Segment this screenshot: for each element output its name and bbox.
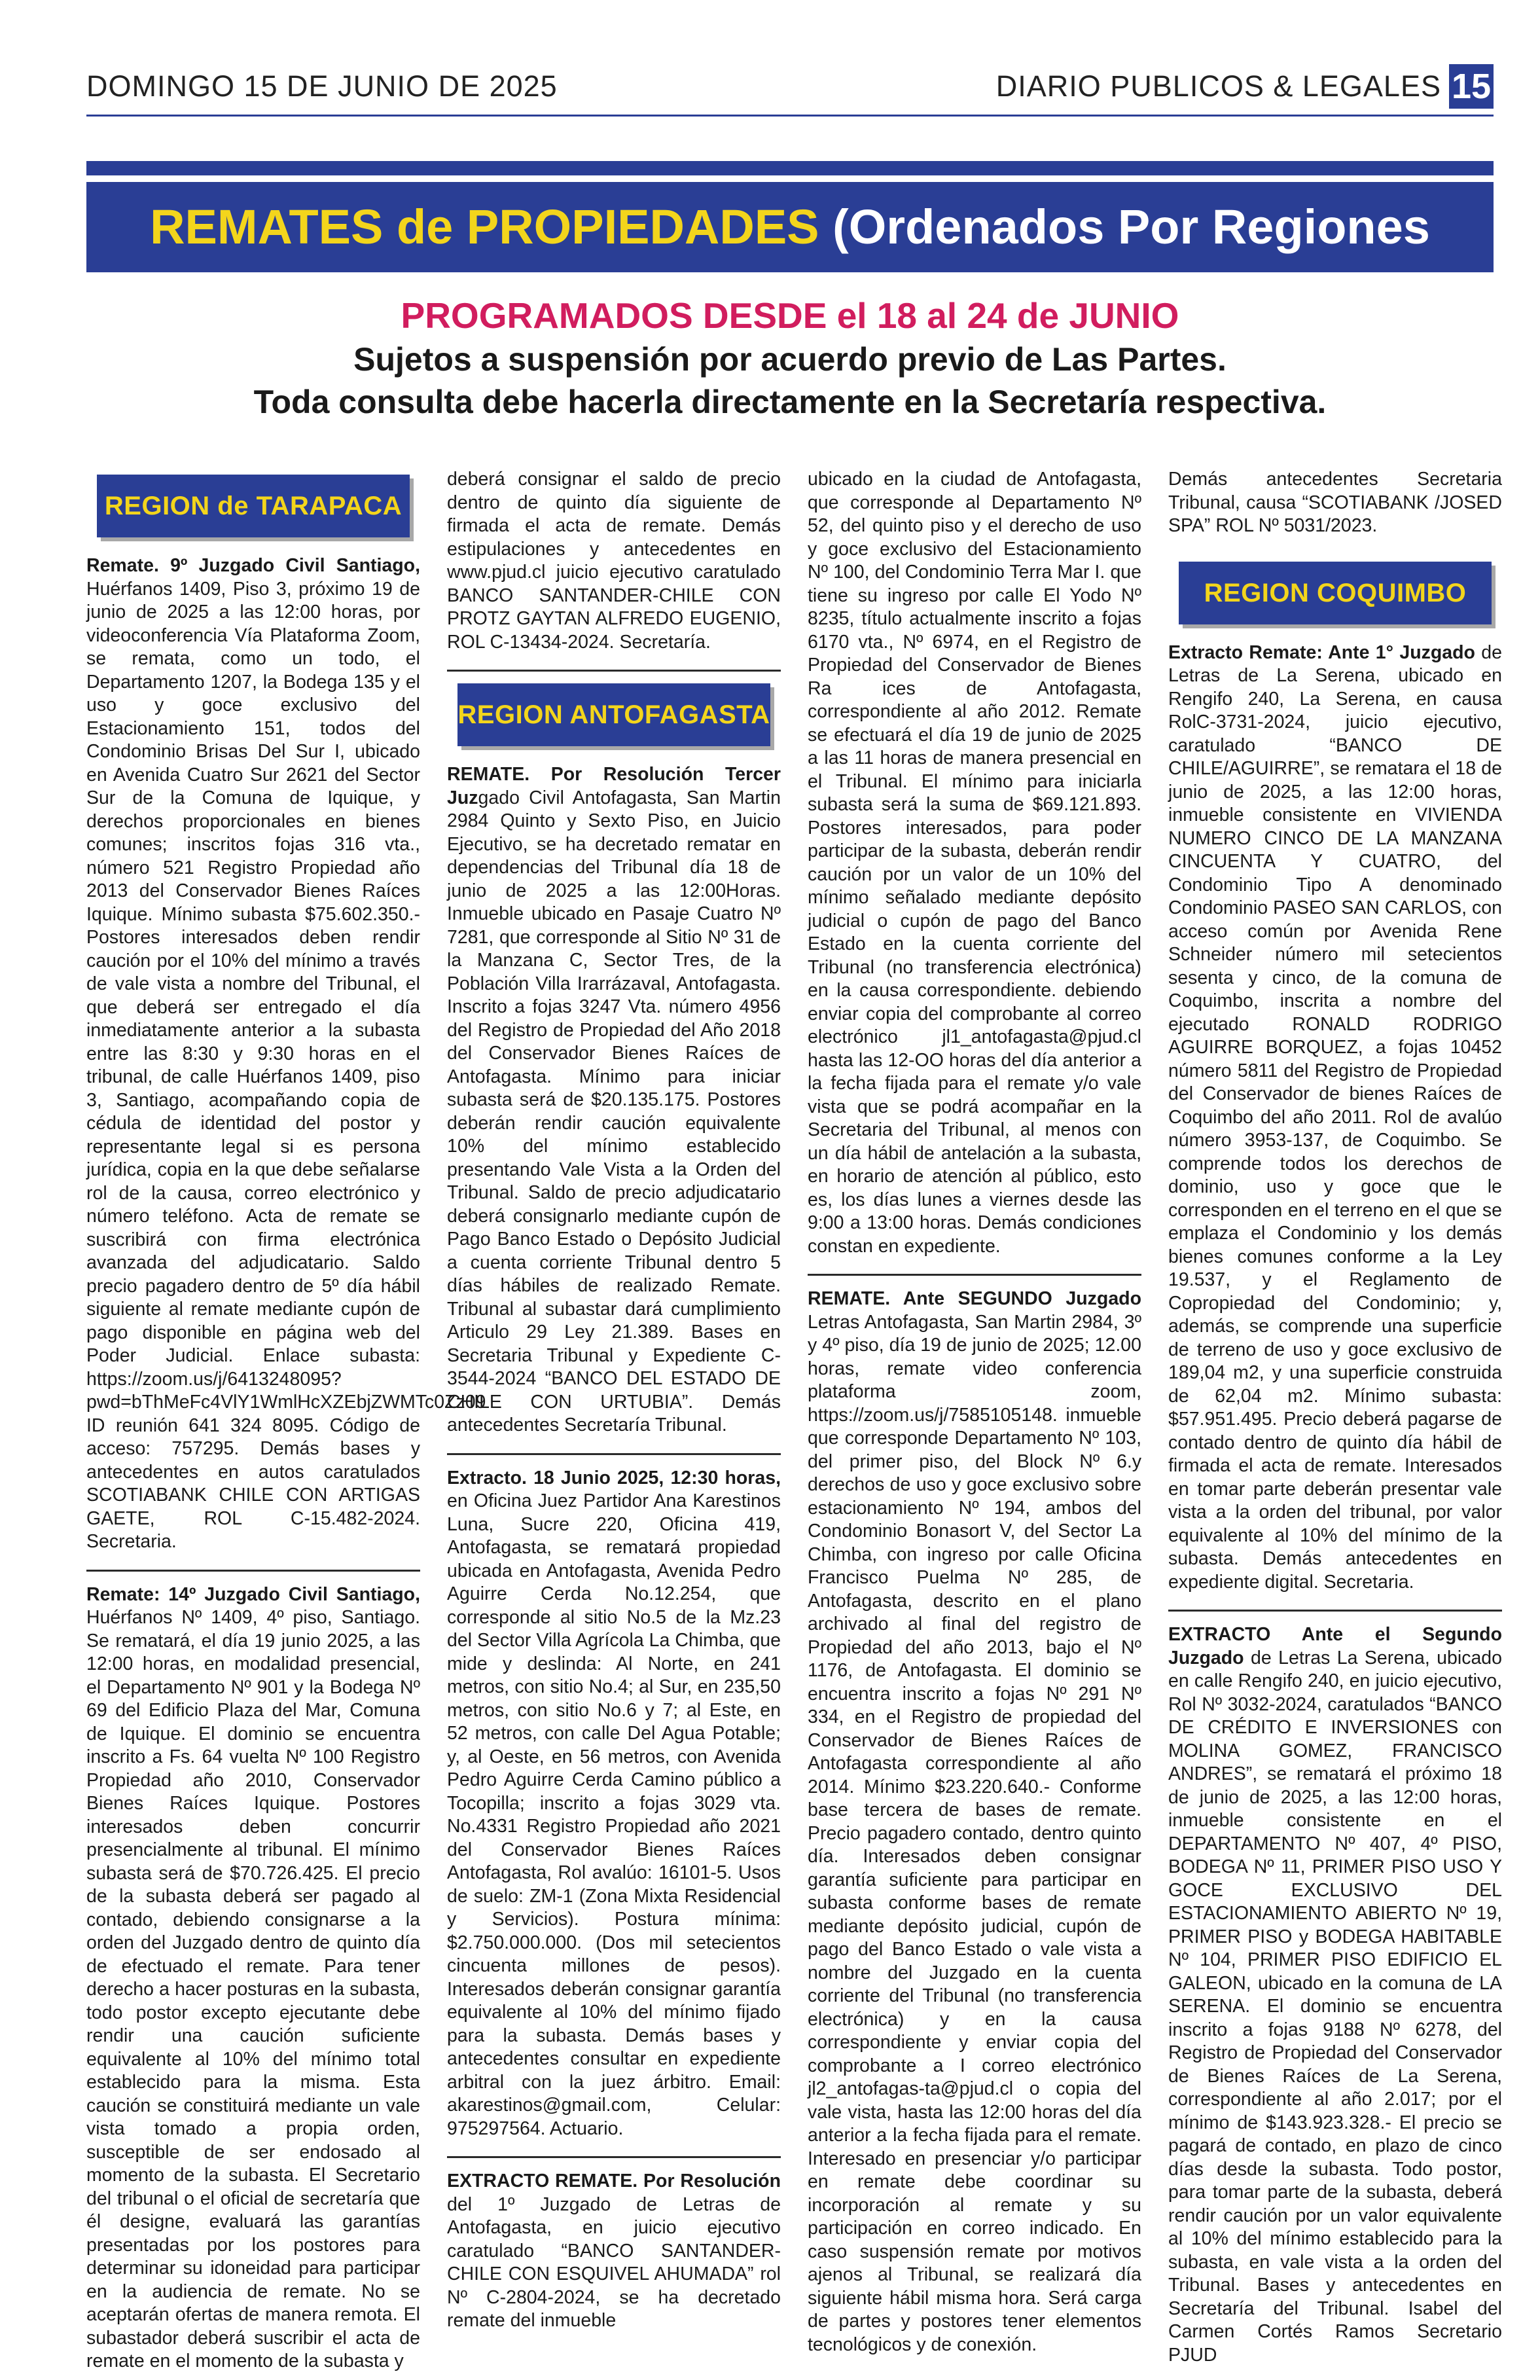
notice-tarapaca-1 (86, 554, 486, 1560)
notice-body: de Letras La Serena, ubicado en calle Rengifo 240, en juicio ejecutivo, Rol Nº 3032-2024, caratulados “BANCO DE CRÉDITO E INVERSIONES con MOLINA GOMEZ, FRANCISCO ANDRES”, se rematará el próximo 18 de junio de 2025, a las 12:00 horas, inmueble consistente en el DEPARTAMENTO Nº 407, 4º PISO, BODEGA Nº 11, PRIMER PISO USO Y GOCE EXCLUSIVO DEL ESTACIONAMIENTO ABIERTO Nº 19, PRIMER PISO y BODEGA HABITABLE Nº 104, PRIMER PISO EDIFICIO EL GALEON, ubicado en la comuna de LA SERENA. El dominio se encuentra inscrito a fojas 9188 Nº 6278, del Registro de Propiedad del Conservador de Bienes Raíces de La Serena, correspondiente al año 2.017; por el mínimo de $143.923.328.- El precio se pagará de contado, en plazo de cinco días desde la subasta. Todo postor, para tomar parte de la subasta, deberá rendir caución por un valor equivalente al 10% del mínimo establecido para la subasta, en vale vista a la orden del Tribunal. Bases y antecedentes en Secretaría del Tribunal. Isabel del Carmen Cortés Ramos Secretario PJUD (1168, 1647, 1502, 2366)
notice-lead: Extracto Remate: Ante 1° Juzgado (1168, 641, 1475, 663)
section-banner (86, 182, 1494, 272)
notice-divider (447, 2156, 781, 2158)
column-4 (1168, 468, 1502, 2366)
region-heading-tarapaca: REGION de TARAPACA (97, 475, 410, 537)
notice-lead: EXTRACTO REMATE. Por Resolución (447, 2171, 781, 2191)
header-publication: DIARIO PUBLICOS & LEGALES (995, 69, 1441, 103)
suspension-note: Sujetos a suspensión por acuerdo previo de Las Partes. (353, 341, 1227, 378)
notice-lead: EXTRACTO Ante el Segundo Juzgado (1168, 1624, 1502, 1668)
notice-divider (808, 1274, 1141, 1276)
notice-tarapaca-2 (86, 1583, 420, 2380)
header-date: DOMINGO 15 DE JUNIO DE 2025 (86, 69, 558, 103)
notice-antofagasta-4 (808, 1288, 1141, 2363)
notice-lead: Remate: 14º Juzgado Civil Santiago, (86, 1583, 420, 1605)
banner-title: REMATES de PROPIEDADES (150, 200, 819, 254)
notice-tarapaca-2-continued: deberá consignar el saldo de precio dentro de quinto día siguiente de firmada el acta de remate. Demás estipulaciones y antecedentes en www.pjud.cl juicio ejecutivo caratulado BANCO SANTANDER-CHILE CON PROTZ GAYTAN ALFREDO EUGENIO, ROL C-13434-2024. Secretaría. (447, 469, 781, 653)
notice-body: Letras Antofagasta, San Martin 2984, 3º y 4º piso, día 19 de junio de 2025; 12.00 horas, remate video conferencia plataforma zoom, https://zoom.us/j/7585105148. inmueble que corresponde Departamento Nº 103, del primer piso, del Block Nº 6.y derechos de uso y goce exclusivo sobre estacionamiento Nº 194, ambos del Condominio Bonasort V, del Sector La Chimba, con ingreso por calle Oficina Francisco Puelma Nº 285, de Antofagasta, descrito en el plano archivado al final del registro de Propiedad del año 2013, bajo el Nº 1176, de Antofagasta. El dominio se encuentra inscrito a fojas Nº 291 Nº 334, en el Registro de propiedad del Conservador de Bienes Raíces de Antofagasta correspondiente al año 2014. Mínimo $23.220.640.- Conforme base tercera de bases de remate. Precio pagadero contado, dentro quinto día. Interesados deben consignar garantía suficiente para participar en subasta conforme bases de remate mediante depósito judicial, cupón de pago del Banco Estado o vale vista a nombre del Juzgado en la cuenta corriente del Tribunal (no transferencia electrónica) y en la causa correspondiente y enviar copia del comprobante a I correo electrónico jl2_antofagas-ta@pjud.cl o copia del vale vista, hasta las 12:00 horas del día anterior a la fecha fijada para el remate. Interesado en presenciar y/o participar en remate debe coordinar su incorporación al remate y su participación en correo indicado. En caso suspensión remate por motivos ajenos al Tribunal, se realizará día siguiente hábil misma hora. Será carga de partes y postores tener elementos tecnológicos y de conexión. (808, 1311, 1141, 2355)
notice-lead: Extracto. 18 Junio 2025, 12:30 horas, (447, 1467, 781, 1488)
notice-antofagasta-1 (447, 763, 781, 1444)
notice-divider (86, 1570, 420, 1572)
page-header (86, 64, 1494, 115)
notice-lead: REMATE. Por Resolución Tercer Juz (447, 764, 781, 808)
page-number: 15 (1449, 64, 1494, 109)
notice-body: en Oficina Juez Partidor Ana Karestinos Luna, Sucre 220, Oficina 419, Antofagasta, se rematará propiedad ubicada en Antofagasta, Avenida Pedro Aguirre Cerda No.12.254, que corresponde al sitio No.5 de la Mz.23 del Sector Villa Agrícola La Chimba, que mide y deslinda: Al Norte, en 241 metros, con sitio No.4; al Sur, en 235,50 metros, con sitio No.6 y 7; al Este, en 52 metros, con calle Del Agua Potable; y, al Oeste, en 56 metros, con Avenida Pedro Aguirre Cerda Camino público a Tocopilla; inscrito a fojas 3029 vta. No.4331 Registro Propiedad año 2021 del Conservador Bienes Raíces Antofagasta, Rol avalúo: 16101-5. Usos de suelo: ZM-1 (Zona Mixta Residencial y Servicios). Postura mínima: $2.750.000.000. (Dos mil setecientos cincuenta millones de pesos). Interesados deberán consignar garantía equivalente al 10% del mínimo fijado para la subasta. Demás bases y antecedentes consultar en expediente arbitral con la juez árbitro. Email: akarestinos@gmail.com, Celular: 975297564. Actuario. (447, 1490, 781, 2139)
notice-coquimbo-1 (1168, 641, 1502, 1601)
notice-body: Huérfanos Nº 1409, 4º piso, Santiago. Se rematará, el día 19 junio 2025, a las 12:00 horas, en modalidad presencial, el Departamento Nº 901 y la Bodega Nº 69 del Edificio Plaza del Mar, Comuna de Iquique. El dominio se encuentra inscrito a Fs. 64 vuelta Nº 100 Registro Propiedad año 2010, Conservador Bienes Raíces Iquique. Postores interesados deben concurrir presencialmente al tribunal. El mínimo subasta será de $70.726.425. El precio de la subasta deberá ser pagado al contado, debiendo consignarse a la orden del Juzgado dentro de quinto día de efectuado el remate. Para tener derecho a hacer posturas en la subasta, todo postor excepto ejecutante debe rendir una caución suficiente equivalente al 10% del mínimo total establecido para la misma. Esta caución se constituirá mediante un vale vista tomado a propia orden, susceptible de ser endosado al momento de la subasta. El Secretario del tribunal o el oficial de secretaría que él designe, evaluará las garantías presentadas por los postores para determinar su idoneidad para participar en la audiencia de remate. No se aceptarán ofertas de manera remota. El subastador deberá suscribir el acta de remate en el momento de la subasta y (86, 1607, 420, 2371)
inquiry-note: Toda consulta debe hacerla directamente en la Secretaría respectiva. (253, 384, 1327, 420)
notice-lead: REMATE. Ante SEGUNDO Juzgado (808, 1288, 1141, 1309)
column-2 (447, 468, 781, 2331)
notice-divider (447, 670, 781, 672)
region-heading-coquimbo: REGION COQUIMBO (1179, 562, 1492, 624)
notice-lead: Remate. 9º Juzgado Civil Santiago, (86, 555, 420, 576)
banner-subtitle: (Ordenados Por Regiones (819, 200, 1430, 254)
notice-antofagasta-3 (447, 2170, 781, 2339)
notice-body: Huérfanos 1409, Piso 3, próximo 19 de junio de 2025 a las 12:00 horas, por videoconferencia Vía Plataforma Zoom, se remata, como un todo, el Departamento 1207, la Bodega 135 y el uso y goce exclusivo del Estacionamiento 151, todos del Condominio Brisas Del Sur I, ubicado en Avenida Cuatro Sur 2621 del Sector Sur de la Comuna de Iquique, y derechos proporcionales en bienes comunes; inscritos fojas 316 vta., número 521 Registro Propiedad año 2013 del Conservador Bienes Raíces Iquique. Mínimo subasta $75.602.350.- Postores interesados deben rendir caución por el 10% del mínimo a través de vale vista a nombre del Tribunal, el que deberá ser entregado el día inmediatamente anterior a la subasta entre las 8:30 y 9:30 horas en el tribunal, de calle Huérfanos 1409, piso 3, Santiago, acompañando copia de cédula de identidad del postor y representante legal si es persona jurídica, copia en la que debe señalarse rol de la causa, correo electrónico y número teléfono. Acta de remate se suscribirá con firma electrónica avanzada del adjudicatario. Saldo precio pagadero dentro de 5º día hábil siguiente al remate mediante cupón de pago disponible en página web del Poder Judicial. Enlace subasta: https://zoom.us/j/6413248095?pwd=bThMeFc4VlY1WmlHcXZEbjZWMTc0Zz09 ID reunión 641 324 8095. Código de acceso: 757295. Demás bases y antecedentes en autos caratulados SCOTIABANK CHILE CON ARTIGAS GAETE, ROL C-15.482-2024. Secretaria. (86, 578, 486, 1552)
notice-divider (447, 1453, 781, 1455)
notice-coquimbo-2 (1168, 1623, 1502, 2373)
notice-body: gado Civil Antofagasta, San Martin 2984 Quinto y Sexto Piso, en Juicio Ejecutivo, se ha decretado rematar en dependencias del Tribunal día 18 de junio de 2025 a las 12:00Horas. Inmueble ubicado en Pasaje Cuatro Nº 7281, que corresponde al Sitio Nº 31 de la Manzana C, Sector Tres, de la Población Villa Irarrázaval, Antofagasta. Inscrito a fojas 3247 Vta. número 4956 del Registro de Propiedad del Año 2018 del Conservador Bienes Raíces de Antofagasta. Mínimo para iniciar subasta será de $20.135.175. Postores deberán rendir caución equivalente 10% del mínimo establecido presentando Vale Vista a la Orden del Tribunal. Saldo de precio adjudicatario deberá consignarlo mediante cupón de Pago Banco Estado o Depósito Judicial a cuenta corriente Tribunal dentro 5 días hábiles de realizado Remate. Tribunal al subastar dará cumplimiento Articulo 29 Ley 21.389. Bases en Secretaria Tribunal y Expediente C-3544-2024 “BANCO DEL ESTADO DE CHILE CON URTUBIA”. Demás antecedentes Secretaría Tribunal. (447, 787, 781, 1435)
column-1 (86, 468, 486, 2371)
schedule-heading: PROGRAMADOS DESDE el 18 al 24 de JUNIO (401, 295, 1179, 336)
notice-antofagasta-3-continued: ubicado en la ciudad de Antofagasta, que corresponde al Departamento Nº 52, del quinto piso y el derecho de uso y goce exclusivo del Estacionamiento Nº 100, del Condominio Terra Mar I. que tiene su ingreso por calle El Yodo Nº 8235, título actualmente inscrito a fojas 6170 vta., Nº 6974, en el Registro de Propiedad del Conservador de Bienes Ra ices de Antofagasta, correspondiente al año 2012. Remate se efectuará el día 19 de junio de 2025 a las 11 horas de manera presencial en el Tribunal. El mínimo para iniciarla subasta será la suma de $69.121.893. Postores interesados, para poder participar de la subasta, deberán rendir caución por un valor de un 10% del mínimo señalado mediante depósito judicial o cupón de pago del Banco Estado en la cuenta corriente del Tribunal (no transferencia electrónica) en la causa correspondiente. debiendo enviar copia del comprobante al correo electrónico jl1_antofagasta@pjud.cl hasta las 12-OO horas del día anterior a la fecha fijada para el remate y/o vale vista que se podrá acompañar en la Secretaria del Tribunal, al menos con un día hábil de antelación a la subasta, en horario de atención al público, esto es, los días lunes a viernes desde las 9:00 a 13:00 horas. Demás condiciones constan en expediente. (808, 469, 1141, 1257)
column-3 (808, 468, 1141, 2355)
notice-antofagasta-4-continued: Demás antecedentes Secretaria Tribunal, causa “SCOTIABANK /JOSED SPA” ROL Nº 5031/2023. (1168, 469, 1502, 536)
banner-top-band (86, 161, 1494, 175)
header-rule (86, 115, 1494, 117)
region-heading-antofagasta: REGION ANTOFAGASTA (457, 683, 770, 746)
notice-body: de Letras de La Serena, ubicado en Rengifo 240, La Serena, en causa RolC-3731-2024, juicio ejecutivo, caratulado “BANCO DE CHILE/AGUIRRE”, se rematara el 18 de junio de 2025, a las 12:00 horas, inmueble consistente en VIVIENDA NUMERO CINCO DE LA MANZANA CINCUENTA Y CUATRO, del Condominio Tipo A denominado Condominio PASEO SAN CARLOS, con acceso común por Avenida Rene Schneider número mil setecientos sesenta y cinco, de la comuna de Coquimbo, inscrita a nombre del ejecutado RONALD RODRIGO AGUIRRE BORQUEZ, a fojas 10452 número 5811 del Registro de Propiedad del Conservador de bienes Raíces de Coquimbo del año 2011. Rol de avalúo número 3953-137, de Coquimbo. Se comprende todos los derechos de dominio, uso y goce que le corresponden en el terreno en el que se emplaza el Condominio y los demás bienes comunes conforme a la Ley 19.537, y el Reglamento de Copropiedad del Condominio; y, además, se comprende una superficie de terreno de uso y goce exclusivo de 189,04 m2, y una superficie construida de 62,04 m2. Mínimo subasta: $57.951.495. Precio deberá pagarse de contado dentro de quinto día hábil de firmada el acta de remate. Interesados en tomar parte deberán presentar vale vista a la orden del tribunal, por valor equivalente al 10% del mínimo de la subasta. Demás antecedentes en expediente digital. Secretaria. (1168, 641, 1502, 1593)
notice-divider (1168, 1610, 1502, 1612)
notice-body: del 1º Juzgado de Letras de Antofagasta, en juicio ejecutivo caratulado “BANCO SANTANDER-CHILE CON ESQUIVEL AHUMADA” rol Nº C-2804-2024, se ha decretado remate del inmueble (447, 2193, 781, 2331)
notice-antofagasta-2 (447, 1467, 781, 2148)
